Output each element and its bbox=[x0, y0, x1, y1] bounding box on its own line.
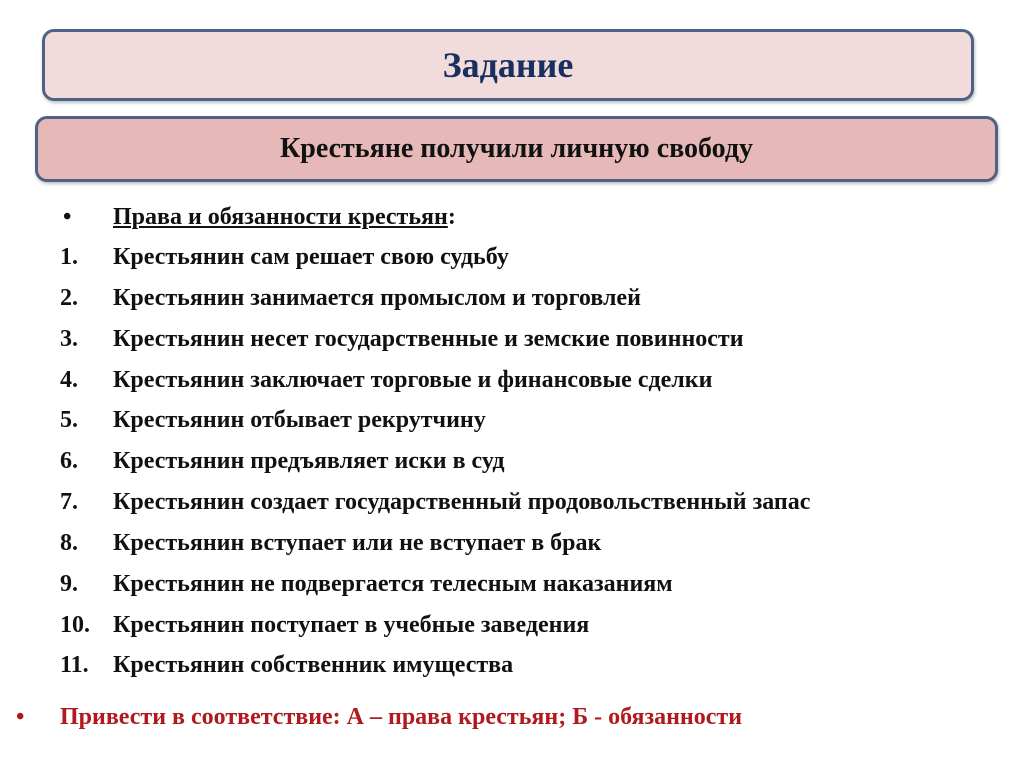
bullet-icon: • bbox=[16, 704, 25, 730]
list-item-text: Крестьянин отбывает рекрутчину bbox=[113, 407, 486, 433]
list-item-number: 6. bbox=[60, 448, 78, 474]
list-item-number: 10. bbox=[60, 612, 90, 638]
list-item-text: Крестьянин поступает в учебные заведения bbox=[113, 612, 590, 638]
list-item-number: 2. bbox=[60, 285, 78, 311]
bullet-icon: • bbox=[63, 204, 72, 230]
list-item-number: 8. bbox=[60, 530, 78, 556]
slide-title: Задание bbox=[442, 45, 574, 85]
subtitle-box bbox=[35, 116, 998, 182]
list-item-text: Крестьянин собственник имущества bbox=[113, 652, 514, 678]
list-item-number: 5. bbox=[60, 407, 78, 433]
list-item-text: Крестьянин несет государственные и земские повинности bbox=[113, 326, 744, 352]
list-item-number: 4. bbox=[60, 367, 78, 393]
task-text: Привести в соответствие: А – права крестьян; Б - обязанности bbox=[60, 704, 743, 730]
list-item-text: Крестьянин сам решает свою судьбу bbox=[113, 244, 509, 270]
list-item-number: 11. bbox=[60, 652, 89, 678]
title-box bbox=[42, 29, 974, 101]
list-heading-suffix: : bbox=[447, 204, 456, 230]
list-item-number: 3. bbox=[60, 326, 78, 352]
list-item-text: Крестьянин не подвергается телесным наказаниям bbox=[113, 571, 673, 597]
list-item-number: 7. bbox=[60, 489, 78, 515]
list-item-number: 1. bbox=[60, 244, 78, 270]
list-item-text: Крестьянин создает государственный продовольственный запас bbox=[113, 489, 811, 515]
list-item-text: Крестьянин занимается промыслом и торговлей bbox=[113, 285, 641, 311]
list-item-text: Крестьянин заключает торговые и финансовые сделки bbox=[113, 367, 713, 393]
list-item-text: Крестьянин вступает или не вступает в брак bbox=[113, 530, 602, 556]
list-item-number: 9. bbox=[60, 571, 78, 597]
list-heading-text: Права и обязанности крестьян bbox=[113, 204, 448, 230]
slide-subtitle: Крестьяне получили личную свободу bbox=[279, 133, 754, 164]
list-item-text: Крестьянин предъявляет иски в суд bbox=[113, 448, 505, 474]
